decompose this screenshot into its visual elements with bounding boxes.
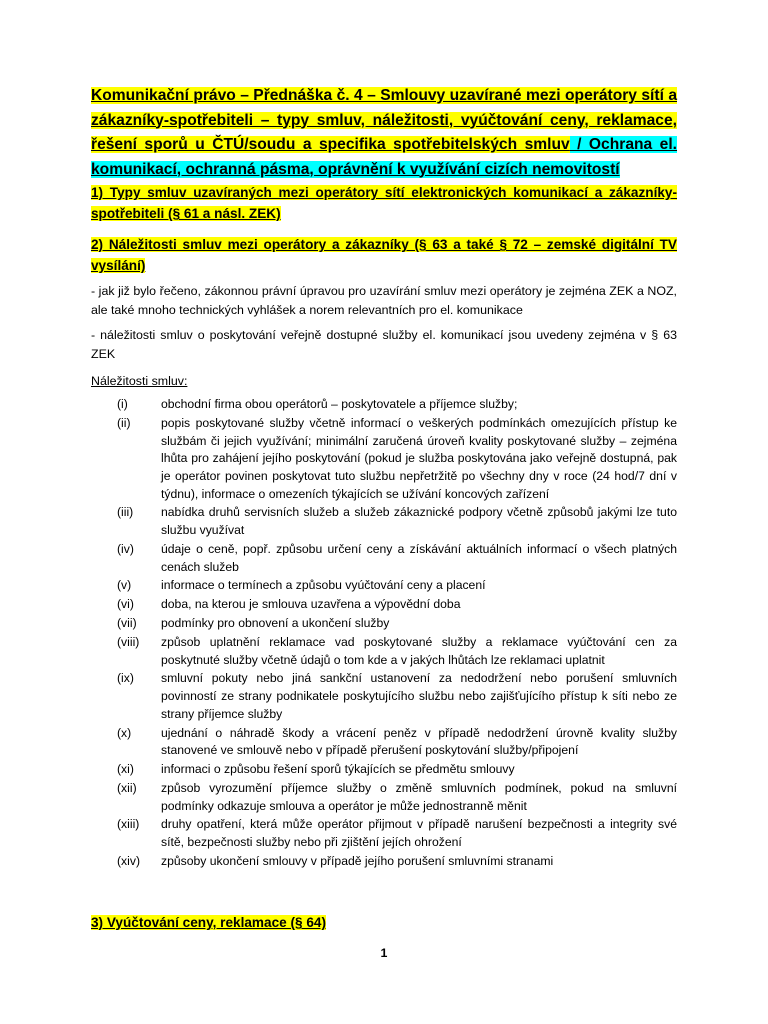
document-title	[91, 84, 677, 182]
section-1-heading	[91, 182, 677, 224]
list-item-number: (iv)	[117, 541, 134, 556]
list-item-text: způsoby ukončení smlouvy v případě jejího porušení smluvními stranami	[161, 853, 554, 868]
list-item	[91, 596, 677, 614]
list-item-number: (ii)	[117, 415, 131, 430]
list-subheading: Náležitosti smluv:	[91, 374, 188, 388]
section-3-heading	[91, 912, 677, 933]
title-highlight-yellow: Komunikační právo – Přednáška č. 4 – Smlouvy uzavírané mezi operátory sítí a zákazníky-spotřebiteli – typy smluv, náležitosti, vyúčtování ceny, reklamace, řešení sporů u ČTÚ/soudu a specifika spotřebitelských smluv	[91, 87, 677, 153]
list-item-number: (xi)	[117, 762, 134, 776]
list-item-text: smluvní pokuty nebo jiná sankční ustanovení za nedodržení nebo porušení smluvních povinností ze strany podnikatele poskytujícího službu nebo zajišťujícího přístup k síti nebo ze strany příjemce služby	[161, 671, 677, 721]
paragraph-1: - jak již bylo řečeno, zákonnou právní úpravou pro uzavírání smluv mezi operátory je zejména ZEK a NOZ, ale také mnoho technických vyhlášek a norem relevantních pro el. komunikace	[91, 284, 677, 317]
list-item-text: podmínky pro obnovení a ukončení služby	[161, 616, 390, 630]
list-item-number: (xii)	[117, 780, 137, 795]
list-item	[91, 780, 677, 815]
list-item-text: popis poskytované služby včetně informací o veškerých podmínkách omezujících přístup ke službám či jejich využívání; minimální zaručená úroveň kvality poskytované služby – zejména lhůta pro zahájení jejího poskytování (pokud je služba poskytována jako veřejně dostupná, pak je operátor povinen poskytovat tuto službu nepřetržitě po všechny dny v roce (24 hod/7 dní v týdnu), informace o omezeních týkajících se užívání koncových zařízení	[161, 415, 677, 501]
list-item-text: doba, na kterou je smlouva uzavřena a výpovědní doba	[161, 597, 461, 612]
list-item-number: (xiv)	[117, 853, 141, 868]
list-item	[91, 396, 677, 414]
list-item	[91, 816, 677, 851]
list-item-number: (i)	[117, 397, 128, 411]
list-item-text: údaje o ceně, popř. způsobu určení ceny a získávání aktuálních informací o všech platných cenách služeb	[161, 541, 677, 574]
list-item-number: (ix)	[117, 671, 134, 686]
list-item-number: (v)	[117, 578, 132, 593]
list-item-text: obchodní firma obou operátorů – poskytovatele a příjemce služby;	[161, 397, 518, 411]
list-item-text: informace o termínech a způsobu vyúčtování ceny a placení	[161, 578, 486, 593]
list-item	[91, 577, 677, 595]
requirements-list	[91, 396, 677, 872]
list-item	[91, 504, 677, 539]
list-item	[91, 634, 677, 669]
list-item-text: nabídka druhů servisních služeb a služeb zákaznické podpory včetně způsobů jakými lze tuto službu využívat	[161, 505, 677, 538]
list-item	[91, 670, 677, 723]
section-1-text: 1) Typy smluv uzavíraných mezi operátory sítí elektronických komunikací a zákazníky-spotřebiteli (§ 61 a násl. ZEK)	[91, 185, 677, 221]
list-item	[91, 853, 677, 871]
list-item-number: (vii)	[117, 616, 137, 630]
title-highlight-cyan: / Ochrana el. komunikací, ochranná pásma, oprávnění k využívání cizích nemovitostí	[91, 136, 678, 178]
list-item	[91, 725, 677, 760]
list-item	[91, 615, 677, 633]
list-item-text: způsob vyrozumění příjemce služby o změně smluvních podmínek, pokud na smluvní podmínky odkazuje smlouva a operátor je může jednostranně měnit	[161, 780, 677, 813]
list-item-text: informaci o způsobu řešení sporů týkajících se předmětu smlouvy	[161, 762, 515, 776]
section-2-heading	[91, 234, 677, 276]
list-item	[91, 541, 677, 576]
list-item-text: způsob uplatnění reklamace vad poskytované služby a reklamace vyúčtování cen za poskytnuté služby včetně údajů o tom kde a v jakých lhůtách lze reklamaci uplatnit	[161, 634, 677, 667]
section-2-text: 2) Náležitosti smluv mezi operátory a zákazníky (§ 63 a také § 72 – zemské digitální TV vysílání)	[91, 237, 677, 273]
list-item-number: (x)	[117, 725, 132, 740]
paragraph-2: - náležitosti smluv o poskytování veřejně dostupné služby el. komunikací jsou uvedeny zejména v § 63 ZEK	[91, 328, 677, 361]
page-number: 1	[380, 946, 388, 960]
list-item-number: (xiii)	[117, 817, 140, 832]
list-item-text: ujednání o náhradě škody a vrácení peněz v případě nedodržení úrovně kvality služby stanovené ve smlouvě nebo v případě přerušení poskytování služby/připojení	[161, 725, 677, 758]
list-item-number: (vi)	[117, 597, 134, 612]
list-item-number: (iii)	[117, 505, 134, 520]
list-item-number: (viii)	[117, 634, 140, 649]
section-3-text: 3) Vyúčtování ceny, reklamace (§ 64)	[91, 915, 326, 930]
list-item-text: druhy opatření, která může operátor přijmout v případě narušení bezpečnosti a integrity své sítě, bezpečnosti služby nebo při zjištění jejích ohrožení	[161, 817, 677, 849]
list-item	[91, 415, 677, 504]
list-item	[91, 761, 677, 779]
